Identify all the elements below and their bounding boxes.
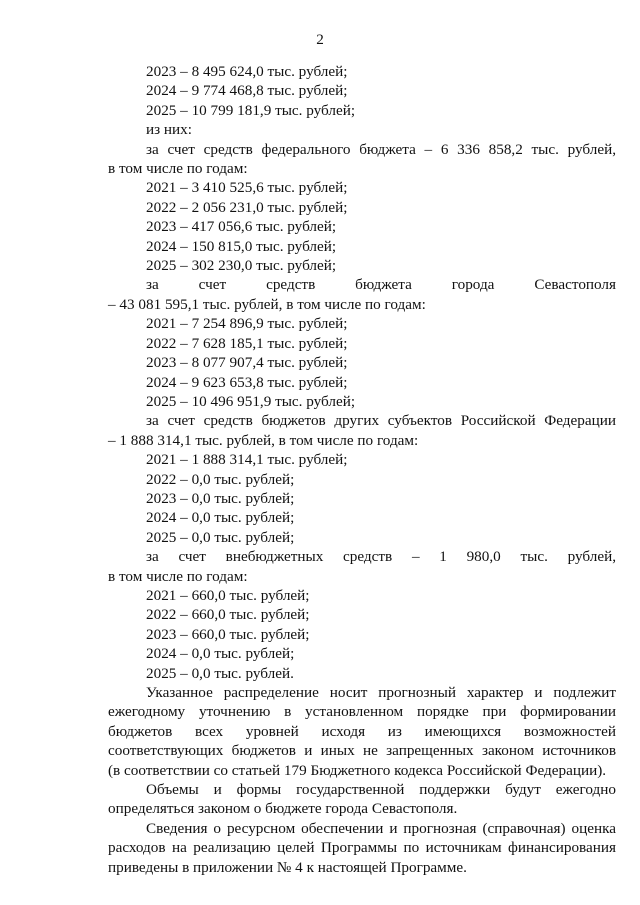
text-line: бюджетов всех уровней исходя из имеющихся возможностей [108,722,616,740]
text-line: 2021 – 1 888 314,1 тыс. рублей; [146,451,348,469]
text-line: 2025 – 10 496 951,9 тыс. рублей; [146,392,356,410]
text-line: 2025 – 0,0 тыс. рублей. [146,664,294,682]
document-body [108,62,616,877]
text-line: (в соответствии со статьей 179 Бюджетного кодекса Российской Федерации). [108,761,607,779]
text-line: из них: [146,121,192,139]
text-line: приведены в приложении № 4 к настоящей Программе. [108,858,467,876]
text-line: 2024 – 0,0 тыс. рублей; [146,645,295,663]
text-line: 2021 – 3 410 525,6 тыс. рублей; [146,179,348,197]
text-line: ежегодному уточнению в установленном порядке при формировании [108,703,616,721]
text-line: 2022 – 7 628 185,1 тыс. рублей; [146,334,348,352]
text-line: соответствующих бюджетов и иных не запрещенных законом источников [108,742,616,760]
page-number: 2 [316,31,324,48]
text-line: – 1 888 314,1 тыс. рублей, в том числе по годам: [108,431,419,449]
text-line: 2022 – 0,0 тыс. рублей; [146,470,295,488]
text-line: 2025 – 302 230,0 тыс. рублей; [146,257,337,275]
text-line: расходов на реализацию целей Программы по источникам финансирования [108,839,616,857]
text-line: 2024 – 0,0 тыс. рублей; [146,509,295,527]
text-line: 2024 – 9 623 653,8 тыс. рублей; [146,373,348,391]
text-line: за счет средств бюджетов других субъектов Российской Федерации [146,412,616,430]
text-line: в том числе по годам: [108,160,248,178]
text-line: 2023 – 8 077 907,4 тыс. рублей; [146,354,348,372]
text-line: Сведения о ресурсном обеспечении и прогнозная (справочная) оценка [146,819,616,837]
text-line: 2025 – 10 799 181,9 тыс. рублей; [146,101,356,119]
text-line: – 43 081 595,1 тыс. рублей, в том числе по годам: [108,295,426,313]
text-line: 2023 – 0,0 тыс. рублей; [146,489,295,507]
text-line: Объемы и формы государственной поддержки будут ежегодно [146,781,616,799]
text-line: 2023 – 417 056,6 тыс. рублей; [146,218,337,236]
text-line: определяться законом о бюджете города Севастополя. [108,800,458,818]
text-line: Указанное распределение носит прогнозный характер и подлежит [146,684,616,701]
text-line: за счет внебюджетных средств – 1 980,0 тыс. рублей, [146,548,616,566]
text-line: 2022 – 2 056 231,0 тыс. рублей; [146,198,348,216]
text-line: 2024 – 150 815,0 тыс. рублей; [146,237,337,255]
text-line: 2024 – 9 774 468,8 тыс. рублей; [146,82,348,100]
text-line: 2023 – 660,0 тыс. рублей; [146,625,310,643]
text-line: за счет средств бюджета города Севастополя [146,276,616,294]
text-line: 2021 – 7 254 896,9 тыс. рублей; [146,315,348,333]
text-line: 2023 – 8 495 624,0 тыс. рублей; [146,63,348,80]
text-line: 2022 – 660,0 тыс. рублей; [146,606,310,624]
text-line: за счет средств федерального бюджета – 6 336 858,2 тыс. рублей, [146,140,616,158]
text-line: 2021 – 660,0 тыс. рублей; [146,586,310,604]
text-line: в том числе по годам: [108,567,248,585]
text-line: 2025 – 0,0 тыс. рублей; [146,528,295,546]
